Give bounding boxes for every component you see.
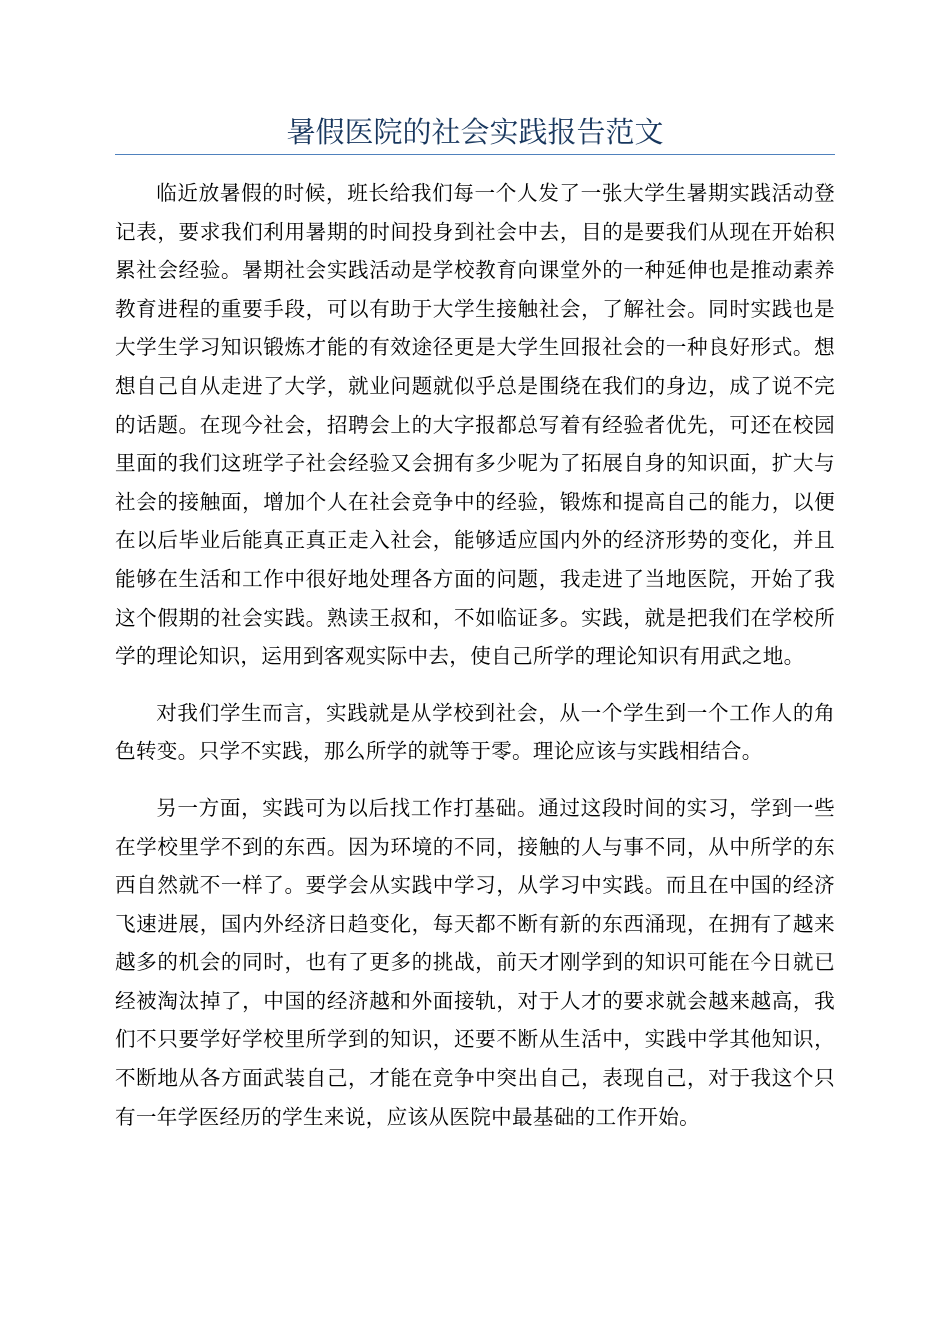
title-underline [115,154,835,155]
paragraph-1: 临近放暑假的时候，班长给我们每一个人发了一张大学生暑期实践活动登记表，要求我们利用暑期的时间投身到社会中去，目的是要我们从现在开始积累社会经验。暑期社会实践活动是学校教育向课堂外的一种延伸也是推动素养教育进程的重要手段，可以有助于大学生接触社会，了解社会。同时实践也是大学生学习知识锻炼才能的有效途径更是大学生回报社会的一种良好形式。想想自己自从走进了大学，就业问题就似乎总是围绕在我们的身边，成了说不完的话题。在现今社会，招聘会上的大字报都总写着有经验者优先，可还在校园里面的我们这班学子社会经验又会拥有多少呢为了拓展自身的知识面，扩大与社会的接触面，增加个人在社会竞争中的经验，锻炼和提高自己的能力，以便在以后毕业后能真正真正走入社会，能够适应国内外的经济形势的变化，并且能够在生活和工作中很好地处理各方面的问题，我走进了当地医院，开始了我这个假期的社会实践。熟读王叔和，不如临证多。实践，就是把我们在学校所学的理论知识，运用到客观实际中去，使自己所学的理论知识有用武之地。 [115,181,835,669]
document-title: 暑假医院的社会实践报告范文 [286,115,664,149]
document-body [115,174,835,1136]
paragraph-2: 对我们学生而言，实践就是从学校到社会，从一个学生到一个工作人的角色转变。只学不实践，那么所学的就等于零。理论应该与实践相结合。 [115,700,835,764]
paragraph-3: 另一方面，实践可为以后找工作打基础。通过这段时间的实习，学到一些在学校里学不到的东西。因为环境的不同，接触的人与事不同，从中所学的东西自然就不一样了。要学会从实践中学习，从学习中实践。而且在中国的经济飞速进展，国内外经济日趋变化，每天都不断有新的东西涌现，在拥有了越来越多的机会的同时，也有了更多的挑战，前天才刚学到的知识可能在今日就已经被淘汰掉了，中国的经济越和外面接轨，对于人才的要求就会越来越高，我们不只要学好学校里所学到的知识，还要不断从生活中，实践中学其他知识，不断地从各方面武装自己，才能在竞争中突出自己，表现自己，对于我这个只有一年学医经历的学生来说，应该从医院中最基础的工作开始。 [115,795,835,1129]
